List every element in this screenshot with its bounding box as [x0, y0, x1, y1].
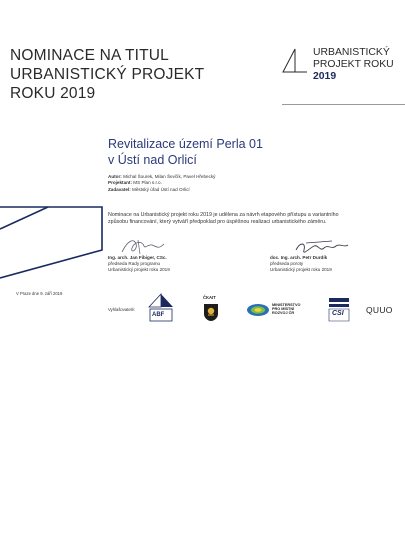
csi-logo-text: CSI	[332, 310, 344, 317]
ministry-logo-icon	[246, 303, 270, 317]
project-title	[108, 136, 263, 168]
brand-year: 2019	[313, 71, 337, 82]
quuo-logo-text: QUUO	[366, 305, 393, 315]
ministry-line-3: ROZVOJ ČR	[272, 311, 295, 316]
ckait-emblem-icon	[202, 302, 220, 322]
nomination-text	[108, 212, 339, 227]
signature-right-role-2: Urbanistický projekt roku 2019	[270, 267, 332, 272]
decorative-line-figure	[0, 198, 110, 290]
heading-line-3: ROKU 2019	[10, 85, 96, 102]
nomination-heading	[10, 46, 204, 103]
abf-logo-text: ABF	[152, 312, 165, 318]
organizer-label: Vyhlašovatelé:	[108, 307, 136, 312]
project-title-line-1: Revitalizace území Perla 01	[108, 137, 263, 151]
project-title-line-2: v Ústí nad Orlicí	[108, 153, 197, 167]
brand-line-1: URBANISTICKÝ	[313, 47, 390, 58]
signature-left-name: Ing. arch. Jan Fibiger, CSc.	[108, 255, 167, 260]
signature-left	[108, 255, 170, 273]
meta-author-label: Autor:	[108, 174, 122, 179]
meta-client	[108, 187, 215, 193]
signature-right-name: doc. Ing. arch. Petr Durdík	[270, 255, 328, 260]
ministry-logo-text	[272, 303, 300, 316]
meta-author-value: Michal Šourek, Milan Ševčík, Pavel Hřebecký	[123, 174, 216, 179]
ckait-logo-text: ČKAIT	[203, 295, 216, 300]
meta-designer-label: Projektant:	[108, 180, 132, 186]
heading-line-2: URBANISTICKÝ PROJEKT	[10, 66, 205, 83]
brand-rule	[282, 104, 405, 105]
brand-wordmark	[313, 47, 394, 83]
signature-right-role-1: předseda poroty	[270, 261, 304, 266]
signature-left-role-1: předseda Rady programu	[108, 261, 161, 266]
meta-client-value: Městský úřad Ústí nad Orlicí	[132, 186, 190, 192]
heading-line-1: NOMINACE NA TITUL	[10, 47, 169, 64]
csi-logo-icon	[328, 296, 350, 322]
project-meta	[108, 174, 215, 193]
nomination-text-line-2: způsobu financování, který vytváří předpoklad pro úspěšnou realizaci urbanistického záměru.	[108, 219, 327, 226]
signature-right	[270, 255, 332, 273]
ministry-line-1: MINISTERSTVO	[272, 303, 301, 307]
brand-line-2: PROJEKT ROKU	[313, 59, 394, 70]
signature-left-role-2: Urbanistický projekt roku 2019	[108, 267, 170, 272]
nomination-text-line-1: Nominace na Urbanistický projekt roku 2019 je udělena za návrh etapového přístupu a variantního	[108, 212, 339, 218]
place-date: V Praze dne 9. září 2019	[16, 291, 63, 296]
brand-mark-icon	[282, 47, 309, 74]
ministry-line-2: PRO MÍSTNÍ	[272, 307, 295, 312]
meta-designer-value: MS Plan s.r.o.	[133, 180, 162, 186]
meta-client-label: Zadavatel:	[108, 186, 131, 192]
